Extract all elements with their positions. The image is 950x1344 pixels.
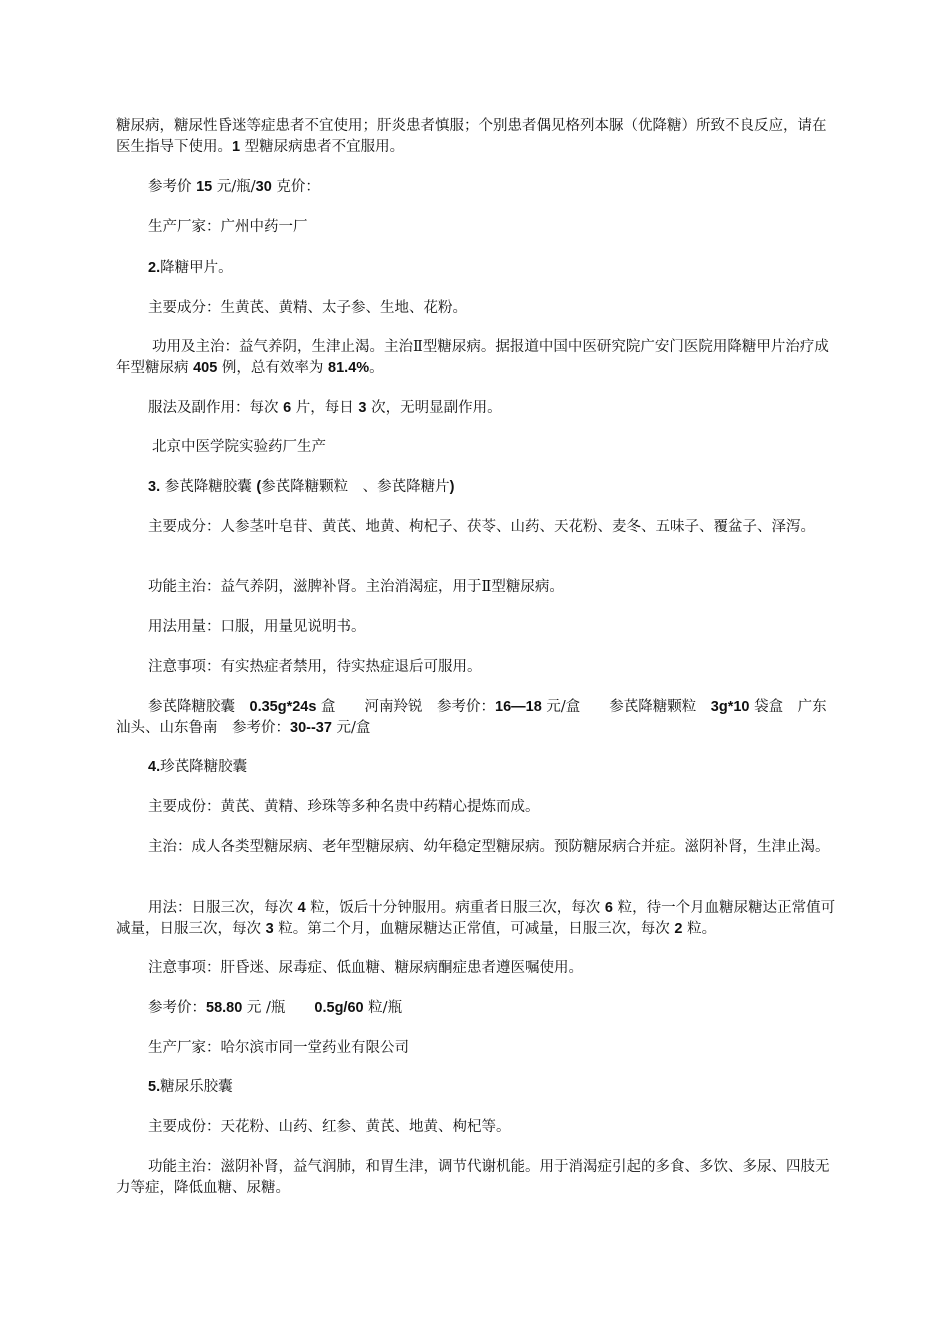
text-run: 粒，饭后十分钟服用。病重者日服三次，每次: [305, 900, 605, 916]
paragraph-precautions-4: [116, 958, 840, 979]
text-run: 型糖尿病患者不宜服用。: [240, 139, 405, 155]
text-run: 糖尿病，糖尿性昏迷等症患者不宜使用；肝炎患者慎服；个别患者偶见格列本脲（优降糖）所致不良反应，请在医生指导下使用。: [116, 118, 827, 155]
text-run: 生产厂家：广州中药一厂: [148, 219, 308, 235]
text-run: 糖尿乐胶囊: [160, 1079, 233, 1095]
paragraph-price-4: [116, 998, 840, 1019]
text-run: 功用及主治：益气养阴，生津止渴。主治Ⅱ型糖尿病。据报道中国中医研究院广安门医院用降糖甲片治疗成年型糖尿病: [116, 339, 829, 376]
text-run: 粒。第二个月，血糖尿糖达正常值，可减量，日服三次，每次: [273, 921, 675, 937]
number-run: 405: [193, 360, 218, 376]
text-run: 功能主治：益气养阴，滋脾补肾。主治消渴症，用于Ⅱ型糖尿病。: [148, 579, 564, 595]
number-run: ): [449, 479, 455, 495]
paragraph-manufacturer-1: [116, 217, 840, 238]
text-run: 降糖甲片。: [160, 260, 233, 276]
paragraph-ingredients-2: [116, 298, 840, 319]
text-run: 粒。: [682, 921, 717, 937]
text-run: 粒，待一个月血糖尿糖达正常值可减量，日服三次，每次: [116, 900, 836, 937]
number-run: 2: [674, 921, 683, 937]
paragraph-usage-3: [116, 617, 840, 638]
paragraph-function-5: [116, 1157, 840, 1199]
text-run: 参考价：: [148, 1000, 206, 1016]
number-run: 0.5g/60: [314, 1000, 364, 1016]
paragraph-function-2: [116, 337, 840, 379]
text-run: 生产厂家：哈尔滨市同一堂药业有限公司: [148, 1040, 409, 1056]
number-run: (: [256, 479, 262, 495]
paragraph-precautions-3: [116, 657, 840, 678]
paragraph-ingredients-3: [116, 517, 840, 538]
text-run: 盒 河南羚锐 参考价：: [316, 699, 496, 715]
number-run: 3: [358, 400, 367, 416]
number-run: 30--37: [290, 720, 332, 736]
paragraph-manufacturer-4: [116, 1038, 840, 1059]
paragraph-function-3: [116, 577, 840, 598]
number-run: 5.: [148, 1079, 161, 1095]
number-run: 4: [297, 900, 306, 916]
text-run: 袋盒 广东汕头、山东鲁南 参考价：: [116, 699, 827, 736]
text-run: 主要成分：人参茎叶皂苷、黄芪、地黄、枸杞子、茯苓、山药、天花粉、麦冬、五味子、覆盆子、泽泻。: [148, 519, 815, 535]
text-run: 例，总有效率为: [217, 360, 329, 376]
text-run: 用法用量：口服，用量见说明书。: [148, 619, 366, 635]
paragraph-ingredients-5: [116, 1117, 840, 1138]
text-run: 片，每日: [291, 400, 359, 416]
number-run: 3: [265, 921, 274, 937]
heading-item-3: [116, 477, 840, 498]
text-run: 元/瓶/: [212, 179, 256, 195]
text-run: 注意事项：肝昏迷、尿毒症、低血糖、糖尿病酮症患者遵医嘱使用。: [148, 960, 583, 976]
number-run: 4.: [148, 759, 161, 775]
text-run: 参考价: [148, 179, 197, 195]
text-run: 参芪降糖胶囊: [148, 699, 250, 715]
paragraph-producer-2: [116, 437, 840, 458]
text-run: 参芪降糖颗粒 、参芪降糖片: [261, 479, 450, 495]
text-run: 北京中医学院实验药厂生产: [152, 439, 326, 455]
number-run: 6: [604, 900, 613, 916]
number-run: 30: [255, 179, 272, 195]
text-run: 主要成份：黄芪、黄精、珍珠等多种名贵中药精心提炼而成。: [148, 799, 540, 815]
heading-item-5: [116, 1077, 840, 1098]
paragraph-indications-4: [116, 837, 840, 858]
number-run: 6: [283, 400, 292, 416]
paragraph-prices-3: [116, 697, 840, 739]
number-run: 2.: [148, 260, 161, 276]
text-run: 元/盒: [331, 720, 371, 736]
number-run: 58.80: [206, 1000, 243, 1016]
text-run: 功能主治：滋阴补肾，益气润肺，和胃生津，调节代谢机能。用于消渴症引起的多食、多饮、多尿、四肢无力等症，降低血糖、尿糖。: [116, 1159, 830, 1196]
paragraph-ingredients-4: [116, 797, 840, 818]
paragraph-reference-price-1: [116, 177, 840, 198]
text-run: 元 /瓶: [242, 1000, 315, 1016]
text-run: 服法及副作用：每次: [148, 400, 284, 416]
text-run: 珍芪降糖胶囊: [160, 759, 248, 775]
text-run: 注意事项：有实热症者禁用，待实热症退后可服用。: [148, 659, 482, 675]
heading-item-4: [116, 757, 840, 778]
heading-item-2: [116, 258, 840, 279]
text-run: 参芪降糖胶囊: [160, 479, 257, 495]
number-run: 1: [232, 139, 241, 155]
number-run: 3.: [148, 479, 161, 495]
paragraph-usage-4: [116, 898, 840, 940]
text-run: 用法：日服三次，每次: [148, 900, 298, 916]
number-run: 15: [196, 179, 213, 195]
text-run: 克价：: [271, 179, 320, 195]
number-run: 81.4%: [328, 360, 370, 376]
number-run: 0.35g*24s: [249, 699, 317, 715]
text-run: 主要成分：生黄芪、黄精、太子参、生地、花粉。: [148, 300, 467, 316]
text-run: 主治：成人各类型糖尿病、老年型糖尿病、幼年稳定型糖尿病。预防糖尿病合并症。滋阴补肾，生津止渴。: [148, 839, 830, 855]
number-run: 3g*10: [710, 699, 750, 715]
text-run: 元/盒 参芪降糖颗粒: [541, 699, 711, 715]
paragraph-dosage-2: [116, 398, 840, 419]
paragraph-contraindications: [116, 116, 840, 158]
text-run: 主要成份：天花粉、山药、红参、黄芪、地黄、枸杞等。: [148, 1119, 511, 1135]
text-run: 粒/瓶: [363, 1000, 403, 1016]
number-run: 16—18: [495, 699, 542, 715]
text-run: 次，无明显副作用。: [366, 400, 502, 416]
text-run: 。: [369, 360, 384, 376]
